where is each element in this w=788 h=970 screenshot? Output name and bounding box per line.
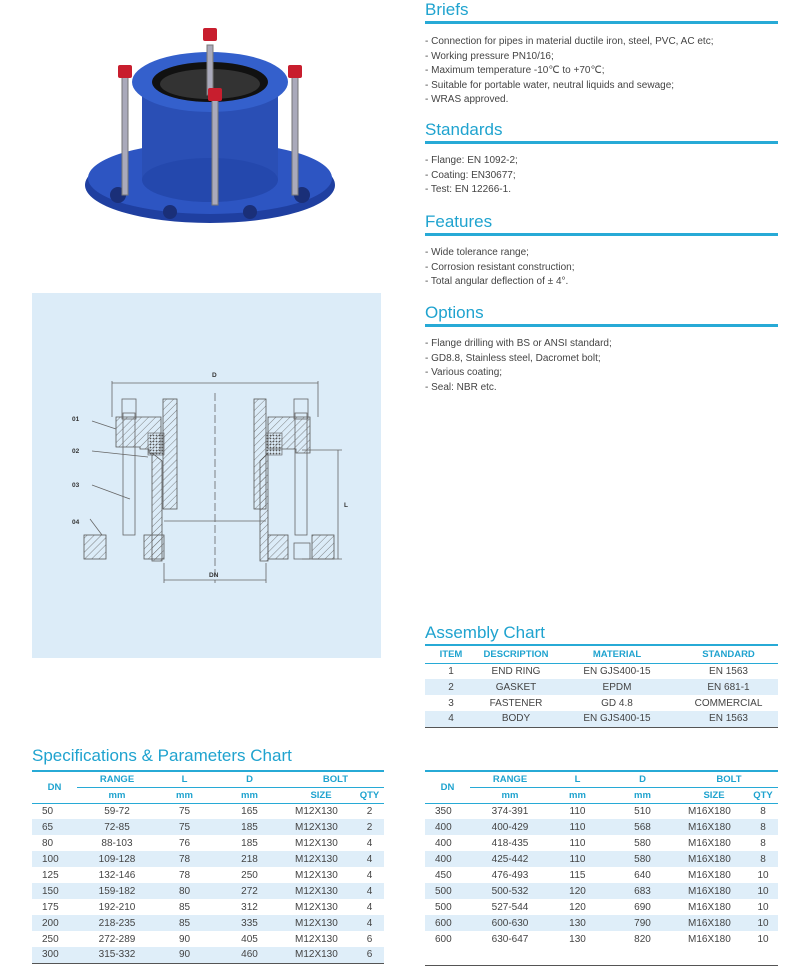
table-cell: 185 xyxy=(241,837,258,849)
table-cell: 350 xyxy=(435,805,452,817)
col-dn: DN xyxy=(47,781,62,793)
table-row xyxy=(425,835,778,851)
table-cell: 476-493 xyxy=(491,869,529,881)
table-cell: 75 xyxy=(157,819,212,835)
table-cell: 500-532 xyxy=(470,883,550,899)
table-cell: 312 xyxy=(241,901,258,913)
briefs-heading: Briefs xyxy=(425,0,778,24)
table-cell: 4 xyxy=(366,901,373,913)
table-row xyxy=(425,867,778,883)
table-row xyxy=(32,947,384,963)
table-row xyxy=(32,803,384,819)
col-size: SIZE xyxy=(703,789,725,801)
unit-mm: mm xyxy=(176,789,193,801)
part-label-02: 02 xyxy=(72,448,80,455)
assembly-table xyxy=(425,647,778,728)
table-row xyxy=(425,663,778,679)
table-row xyxy=(425,711,778,727)
table-row xyxy=(32,851,384,867)
list-item: - Working pressure PN10/16; xyxy=(425,50,554,62)
table-cell: 600-630 xyxy=(470,915,550,931)
col-l: L xyxy=(550,771,605,787)
table-cell: 580 xyxy=(605,851,680,867)
table-row xyxy=(32,899,384,915)
table-cell: 6 xyxy=(355,947,384,963)
col-qty: QTY xyxy=(753,789,773,801)
table-cell: 2 xyxy=(366,805,373,817)
table-row xyxy=(425,803,778,819)
part-label-03: 03 xyxy=(72,482,80,489)
table-row xyxy=(425,899,778,915)
table-cell: 125 xyxy=(42,869,59,881)
table-cell: 10 xyxy=(757,869,769,881)
table-cell: 683 xyxy=(605,883,680,899)
table-cell: 150 xyxy=(32,883,77,899)
table-cell: 10 xyxy=(757,901,769,913)
table-cell: M12X130 xyxy=(295,933,338,945)
table-cell: 335 xyxy=(212,915,287,931)
table-cell: 88-103 xyxy=(101,837,133,849)
list-item: - WRAS approved. xyxy=(425,94,509,105)
table-cell: 10 xyxy=(748,883,778,899)
table-cell: M12X130 xyxy=(287,883,355,899)
table-cell: 100 xyxy=(32,851,77,867)
table-cell: 6 xyxy=(366,933,373,945)
table-cell: M16X180 xyxy=(688,933,731,945)
table-cell: M12X130 xyxy=(295,901,338,913)
table-cell: 580 xyxy=(634,837,651,849)
table-cell: 4 xyxy=(366,869,373,881)
table-cell: EN 1563 xyxy=(709,665,748,677)
table-cell: 76 xyxy=(178,837,191,849)
list-item: - Flange: EN 1092-2; xyxy=(425,155,518,166)
list-item: - Flange drilling with BS or ANSI standard; xyxy=(425,338,612,349)
list-item: - Suitable for portable water, neutral liquids and sewage; xyxy=(425,79,675,91)
table-cell: M16X180 xyxy=(688,901,731,913)
table-cell: 315-332 xyxy=(77,947,157,963)
table-row xyxy=(425,851,778,867)
table-cell: 110 xyxy=(550,851,605,867)
table-cell: 130 xyxy=(550,915,605,931)
table-cell: 1 xyxy=(448,665,454,677)
table-cell: EPDM xyxy=(555,679,679,695)
table-cell: 2 xyxy=(425,679,477,695)
table-cell: 690 xyxy=(634,901,651,913)
table-cell: 80 xyxy=(42,837,54,849)
table-cell: 2 xyxy=(355,819,384,835)
table-cell: M12X130 xyxy=(295,805,338,817)
col-standard: STANDARD xyxy=(702,649,755,661)
table-cell: 500 xyxy=(435,901,452,913)
unit-mm: mm xyxy=(108,789,126,801)
table-cell: EN GJS400-15 xyxy=(583,665,651,677)
table-cell: BODY xyxy=(477,711,555,727)
dimension-label-dn: DN xyxy=(209,572,219,579)
table-cell: 185 xyxy=(212,819,287,835)
table-cell: GD 4.8 xyxy=(601,697,633,709)
table-cell: 78 xyxy=(157,851,212,867)
table-cell: 8 xyxy=(748,851,778,867)
spec-table-left xyxy=(32,770,384,964)
table-cell: 400 xyxy=(425,819,470,835)
table-cell: M16X180 xyxy=(688,869,731,881)
table-cell: 59-72 xyxy=(104,805,130,817)
table-cell: 425-442 xyxy=(470,851,550,867)
table-row xyxy=(425,679,778,695)
table-cell: 10 xyxy=(757,933,769,945)
part-label-04: 04 xyxy=(72,519,80,526)
table-row xyxy=(32,931,384,947)
table-cell: FASTENER xyxy=(489,697,543,709)
table-cell: 218-235 xyxy=(77,915,157,931)
col-description: DESCRIPTION xyxy=(483,649,549,661)
col-dn: DN xyxy=(440,781,455,793)
table-cell: 159-182 xyxy=(77,883,157,899)
col-range: RANGE xyxy=(470,771,550,787)
table-cell: 132-146 xyxy=(98,869,136,881)
table-row xyxy=(32,835,384,851)
briefs-list xyxy=(425,35,713,108)
table-row xyxy=(32,867,384,883)
table-cell: 50 xyxy=(42,805,54,817)
table-cell: 175 xyxy=(42,901,59,913)
list-item: - Corrosion resistant construction; xyxy=(425,261,575,273)
unit-mm: mm xyxy=(241,789,258,801)
col-d: D xyxy=(605,771,680,787)
table-cell: 78 xyxy=(178,869,191,881)
table-cell: M12X130 xyxy=(287,915,355,931)
product-photo-coupling xyxy=(70,20,350,225)
table-cell: 527-544 xyxy=(491,901,529,913)
list-item: - Seal: NBR etc. xyxy=(425,381,497,393)
col-material: MATERIAL xyxy=(592,649,642,661)
table-cell: 192-210 xyxy=(98,901,136,913)
dimension-label-d: D xyxy=(212,372,217,379)
table-cell: 640 xyxy=(634,869,651,881)
options-list xyxy=(425,337,612,395)
table-cell: 272-289 xyxy=(98,933,136,945)
table-cell: 600 xyxy=(435,933,452,945)
col-range: RANGE xyxy=(77,771,157,787)
table-cell: 4 xyxy=(366,837,373,849)
part-label-01: 01 xyxy=(72,416,80,423)
table-cell: M16X180 xyxy=(680,883,748,899)
assembly-heading: Assembly Chart xyxy=(425,623,778,646)
list-item: - Maximum temperature -10℃ to +70℃; xyxy=(425,65,605,76)
table-cell: 115 xyxy=(569,869,586,881)
col-bolt: BOLT xyxy=(680,771,778,787)
table-cell: END RING xyxy=(491,665,541,677)
table-cell: 568 xyxy=(605,819,680,835)
table-cell: 218 xyxy=(212,851,287,867)
table-cell: 72-85 xyxy=(77,819,157,835)
table-cell: 8 xyxy=(760,805,766,817)
features-heading: Features xyxy=(425,212,778,236)
table-cell: 400 xyxy=(435,837,452,849)
table-cell: 405 xyxy=(241,933,258,945)
table-cell: M12X130 xyxy=(295,869,338,881)
list-item: - Connection for pipes in material ductile iron, steel, PVC, AC etc; xyxy=(425,36,714,47)
table-cell: 120 xyxy=(550,883,605,899)
table-cell: 10 xyxy=(748,915,778,931)
table-cell: 374-391 xyxy=(491,805,529,817)
list-item: - Various coating; xyxy=(425,367,503,378)
col-item: ITEM xyxy=(439,649,463,661)
spec-table-right xyxy=(425,770,778,947)
table-row xyxy=(32,915,384,931)
table-cell: 165 xyxy=(241,805,258,817)
table-cell: M16X180 xyxy=(688,837,731,849)
table-cell: 110 xyxy=(569,837,586,849)
table-cell: 110 xyxy=(569,805,586,817)
table-cell: 80 xyxy=(157,883,212,899)
table-cell: EN 681-1 xyxy=(679,679,778,695)
table-cell: 400-429 xyxy=(470,819,550,835)
table-cell: 200 xyxy=(32,915,77,931)
table-cell: 130 xyxy=(569,933,586,945)
spec-right-bottom-rule xyxy=(425,965,778,966)
table-cell: 510 xyxy=(634,805,651,817)
list-item: - Coating: EN30677; xyxy=(425,169,516,181)
table-cell: 4 xyxy=(355,883,384,899)
options-heading: Options xyxy=(425,303,778,327)
col-bolt: BOLT xyxy=(287,771,384,787)
table-cell: 250 xyxy=(241,869,258,881)
table-cell: EN 1563 xyxy=(679,711,778,727)
table-cell: 450 xyxy=(435,869,452,881)
list-item: - Wide tolerance range; xyxy=(425,247,529,258)
table-cell: 460 xyxy=(212,947,287,963)
table-cell: GASKET xyxy=(477,679,555,695)
table-cell: 400 xyxy=(425,851,470,867)
table-cell: 3 xyxy=(448,697,454,709)
table-row xyxy=(32,819,384,835)
table-row xyxy=(425,915,778,931)
table-cell: 272 xyxy=(212,883,287,899)
table-cell: EN GJS400-15 xyxy=(555,711,679,727)
col-l: L xyxy=(157,771,212,787)
table-cell: 8 xyxy=(760,837,766,849)
table-cell: M12X130 xyxy=(287,819,355,835)
list-item: - Total angular deflection of ± 4°. xyxy=(425,276,569,287)
unit-mm: mm xyxy=(569,789,586,801)
table-cell: 4 xyxy=(355,915,384,931)
table-cell: 85 xyxy=(157,915,212,931)
table-cell: M12X130 xyxy=(287,851,355,867)
table-cell: 250 xyxy=(42,933,59,945)
list-item: - GD8.8, Stainless steel, Dacromet bolt; xyxy=(425,352,601,364)
dimension-label-l: L xyxy=(344,502,348,509)
table-row xyxy=(32,883,384,899)
table-cell: M16X180 xyxy=(680,851,748,867)
table-cell: 90 xyxy=(157,947,212,963)
cross-section-diagram xyxy=(32,293,381,658)
table-cell: 4 xyxy=(425,711,477,727)
table-cell: M12X130 xyxy=(295,837,338,849)
table-row xyxy=(425,883,778,899)
table-cell: COMMERCIAL xyxy=(694,697,763,709)
table-cell: M16X180 xyxy=(680,819,748,835)
table-cell: M16X180 xyxy=(688,805,731,817)
standards-heading: Standards xyxy=(425,120,778,144)
table-row xyxy=(425,819,778,835)
table-cell: 109-128 xyxy=(77,851,157,867)
unit-mm: mm xyxy=(501,789,519,801)
table-cell: 110 xyxy=(550,819,605,835)
spec-heading: Specifications & Parameters Chart xyxy=(32,746,292,765)
table-cell: 790 xyxy=(605,915,680,931)
table-cell: 120 xyxy=(569,901,586,913)
table-cell: 630-647 xyxy=(491,933,529,945)
table-cell: 500 xyxy=(425,883,470,899)
table-row xyxy=(425,931,778,947)
table-cell: 8 xyxy=(748,819,778,835)
list-item: - Test: EN 12266-1. xyxy=(425,184,511,195)
table-cell: 85 xyxy=(178,901,191,913)
table-cell: 4 xyxy=(355,851,384,867)
standards-list xyxy=(425,154,518,198)
unit-mm: mm xyxy=(634,789,651,801)
table-cell: 75 xyxy=(178,805,191,817)
table-cell: M12X130 xyxy=(287,947,355,963)
table-cell: 90 xyxy=(178,933,191,945)
table-cell: 418-435 xyxy=(491,837,529,849)
table-cell: 65 xyxy=(32,819,77,835)
table-cell: 300 xyxy=(32,947,77,963)
features-list xyxy=(425,246,575,290)
col-d: D xyxy=(212,771,287,787)
table-row xyxy=(425,695,778,711)
technical-drawing-panel xyxy=(32,293,381,658)
table-cell: 820 xyxy=(634,933,651,945)
table-cell: M16X180 xyxy=(680,915,748,931)
col-size: SIZE xyxy=(310,789,332,801)
col-qty: QTY xyxy=(359,789,380,801)
table-cell: 600 xyxy=(425,915,470,931)
